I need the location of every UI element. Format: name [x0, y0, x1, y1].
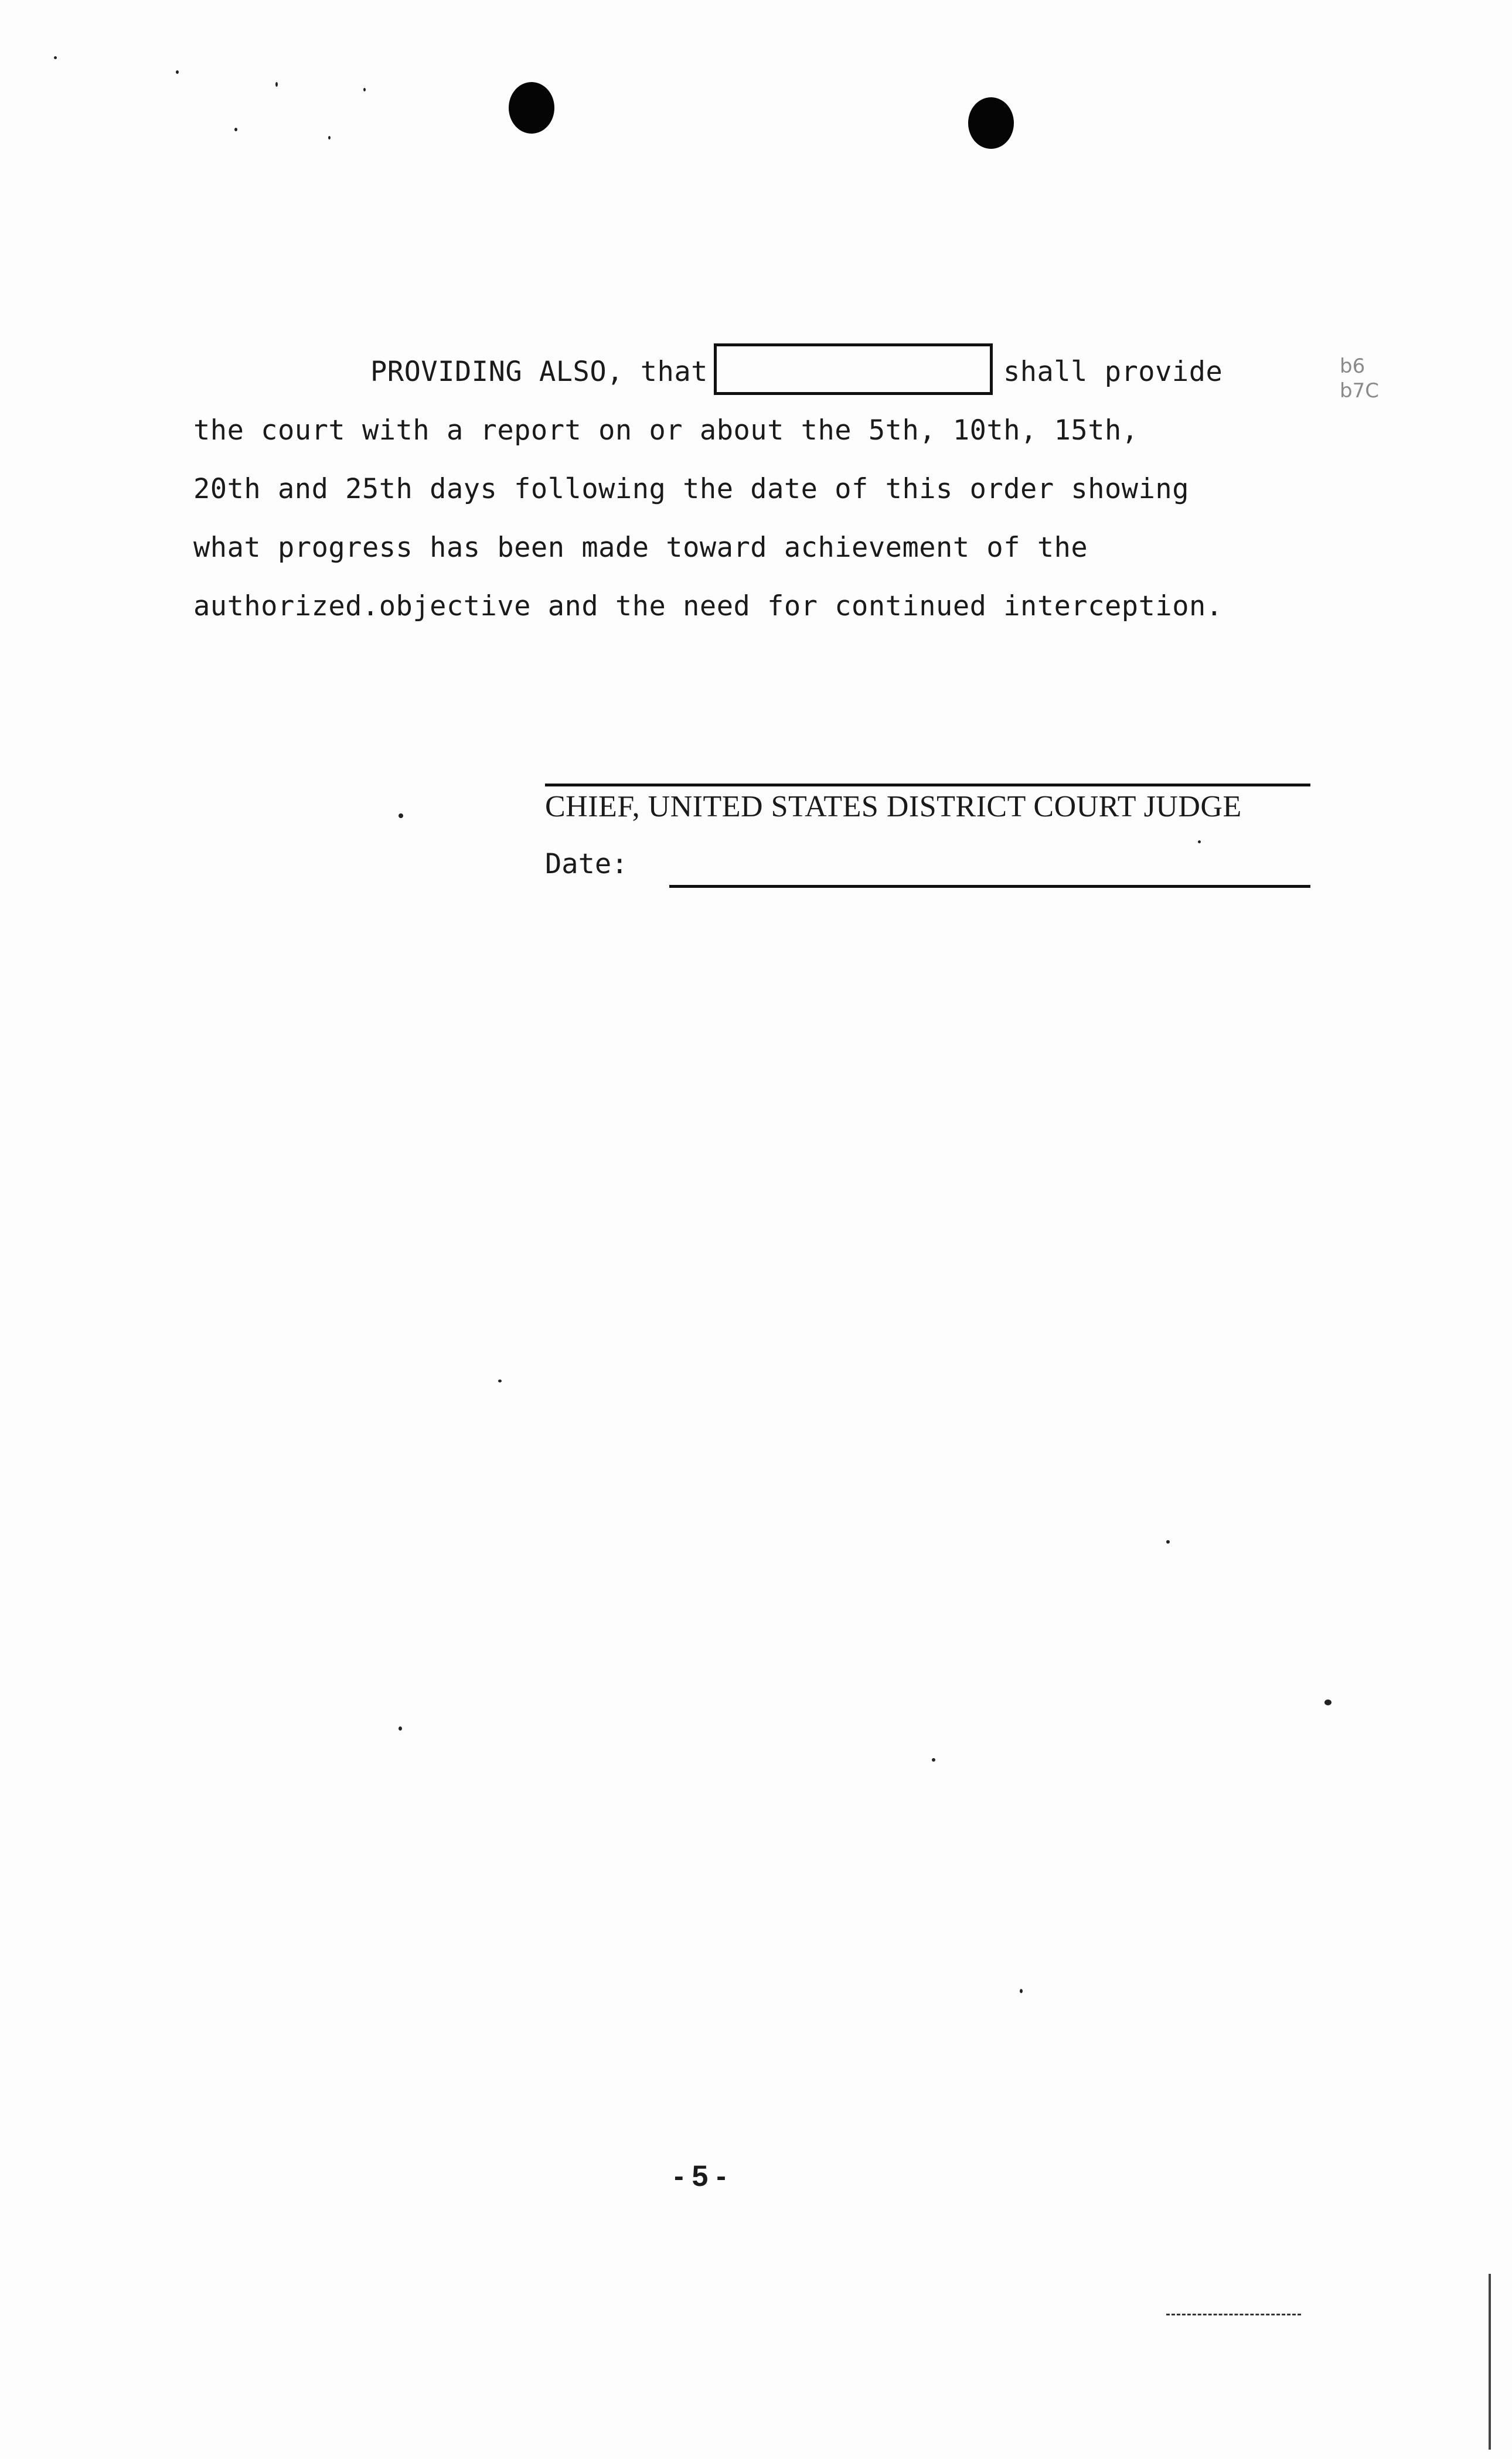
scan-speck [1020, 1989, 1023, 1993]
page-number: - 5 - [674, 2160, 726, 2192]
scan-speck [363, 88, 366, 91]
paragraph-line-1-start: PROVIDING ALSO, that [370, 356, 708, 388]
scribble-mark [1166, 2314, 1301, 2319]
scan-speck [498, 1380, 502, 1382]
scan-speck [399, 813, 403, 818]
page-edge-mark [1489, 2274, 1491, 2450]
scan-speck [234, 128, 237, 131]
paragraph-line-4: what progress has been made toward achievement of the [193, 532, 1088, 564]
judge-title: CHIEF, UNITED STATES DISTRICT COURT JUDGE [545, 790, 1242, 823]
date-label: Date: [545, 848, 628, 880]
scan-speck [399, 1726, 402, 1731]
redacted-name-box [714, 343, 993, 395]
scan-speck [176, 70, 179, 74]
punch-hole-right [968, 97, 1014, 149]
paragraph-line-1 [193, 343, 1307, 401]
exemption-code-b6: b6 [1340, 355, 1365, 378]
scan-speck [275, 82, 278, 87]
paragraph-line-2: the court with a report on or about the 5th, 10th, 15th, [193, 414, 1139, 447]
foia-exemption-codes [1340, 354, 1379, 403]
scan-speck [54, 56, 57, 59]
paragraph-line-3: 20th and 25th days following the date of this order showing [193, 473, 1189, 505]
scan-speck [1324, 1699, 1331, 1705]
exemption-code-b7c: b7C [1340, 379, 1379, 403]
date-line [669, 885, 1310, 888]
punch-hole-left [509, 82, 554, 134]
paragraph-line-1-end: shall provide [1003, 356, 1223, 388]
scan-speck [1166, 1540, 1170, 1544]
scan-speck [1198, 840, 1201, 843]
scan-speck [932, 1758, 935, 1762]
scan-speck [328, 136, 331, 139]
order-paragraph [193, 343, 1307, 636]
paragraph-line-5: authorized.objective and the need for continued interception. [193, 590, 1223, 622]
